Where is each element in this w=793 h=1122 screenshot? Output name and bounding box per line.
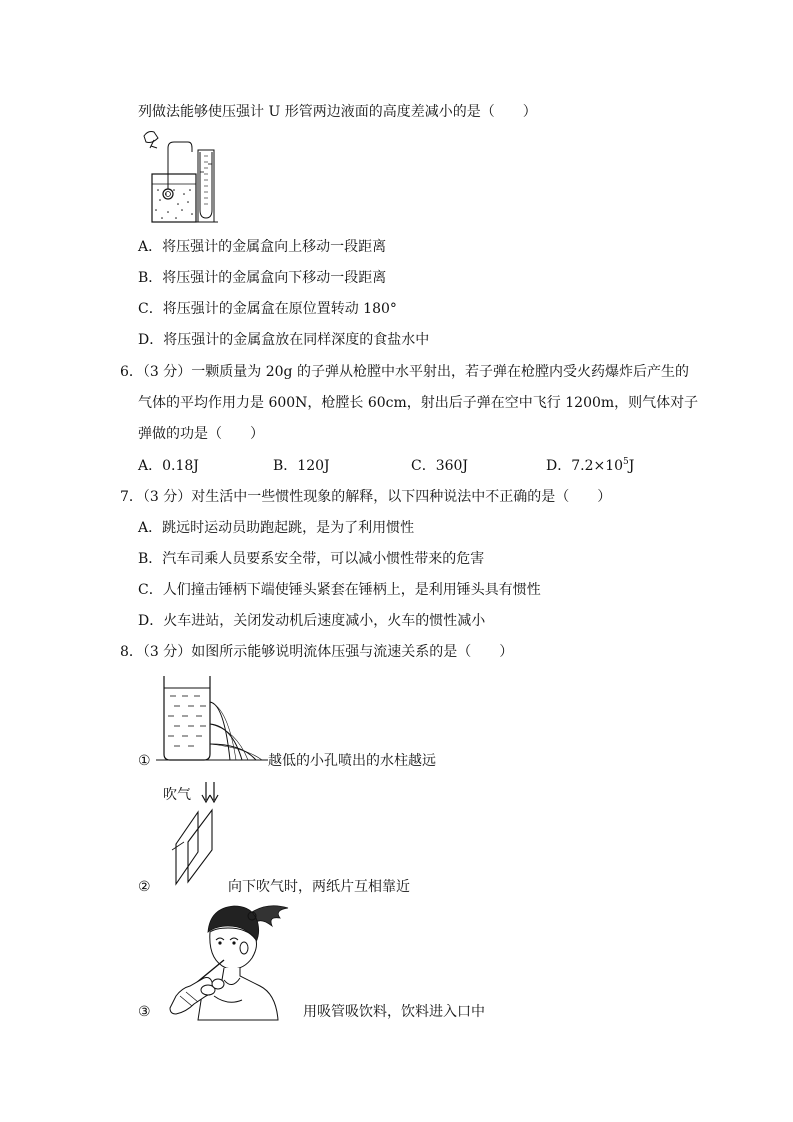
q8-item3-number: ③ [138, 1004, 151, 1020]
q7-option-d: D．火车进站，关闭发动机后速度减小，火车的惯性减小 [138, 613, 486, 629]
q5-option-a: A．将压强计的金属盒向上移动一段距离 [138, 239, 387, 255]
q6-option-c: C．360J [411, 458, 469, 474]
q5-option-d: D．将压强计的金属盒放在同样深度的食盐水中 [138, 332, 430, 348]
water-jet-figure [156, 672, 268, 768]
q8-item2-number: ② [138, 879, 151, 895]
q8-item2-caption: 向下吹气时，两纸片互相靠近 [228, 879, 410, 895]
q8-stem: 8．（3 分）如图所示能够说明流体压强与流速关系的是（ ） [120, 644, 514, 660]
q6-stem-line3: 弹做的功是（ ） [138, 426, 264, 442]
q8-item3-caption: 用吸管吸饮料，饮料进入口中 [303, 1004, 485, 1020]
q7-option-c: C．人们撞击锤柄下端使锤头紧套在锤柄上，是利用锤头具有惯性 [138, 582, 541, 598]
q7-stem: 7．（3 分）对生活中一些惯性现象的解释，以下四种说法中不正确的是（ ） [120, 489, 612, 505]
q7-option-b: B．汽车司乘人员要系安全带，可以减小惯性带来的危害 [138, 551, 485, 567]
q8-blow-label: 吹气 [163, 787, 191, 803]
girl-straw-figure [168, 896, 292, 1026]
q7-option-a: A．跳远时运动员助跑起跳，是为了利用惯性 [138, 520, 415, 536]
q6-option-b: B．120J [273, 458, 330, 474]
paper-blow-figure [168, 778, 228, 886]
q6-stem-line1: 6．（3 分）一颗质量为 20g 的子弹从枪膛中水平射出，若子弹在枪膛内受火药爆炸后产生的 [120, 364, 689, 380]
q6-option-d: D．$7.2\times 10^5J$ [546, 457, 635, 474]
q5-option-b: B．将压强计的金属盒向下移动一段距离 [138, 270, 387, 286]
q5-stem-tail: 列做法能够使压强计 U 形管两边液面的高度差减小的是（ ） [138, 104, 537, 120]
q8-item1-caption: 越低的小孔喷出的水柱越远 [268, 753, 436, 769]
q6-option-a: A．0.18J [138, 458, 199, 474]
q8-item1-number: ① [138, 753, 151, 769]
q6-stem-line2: 气体的平均作用力是 600N，枪膛长 60cm，射出后子弹在空中飞行 1200m，则气体对子 [138, 395, 699, 411]
pressure-gauge-figure [138, 128, 220, 230]
q5-option-c: C．将压强计的金属盒在原位置转动 180° [138, 301, 397, 317]
